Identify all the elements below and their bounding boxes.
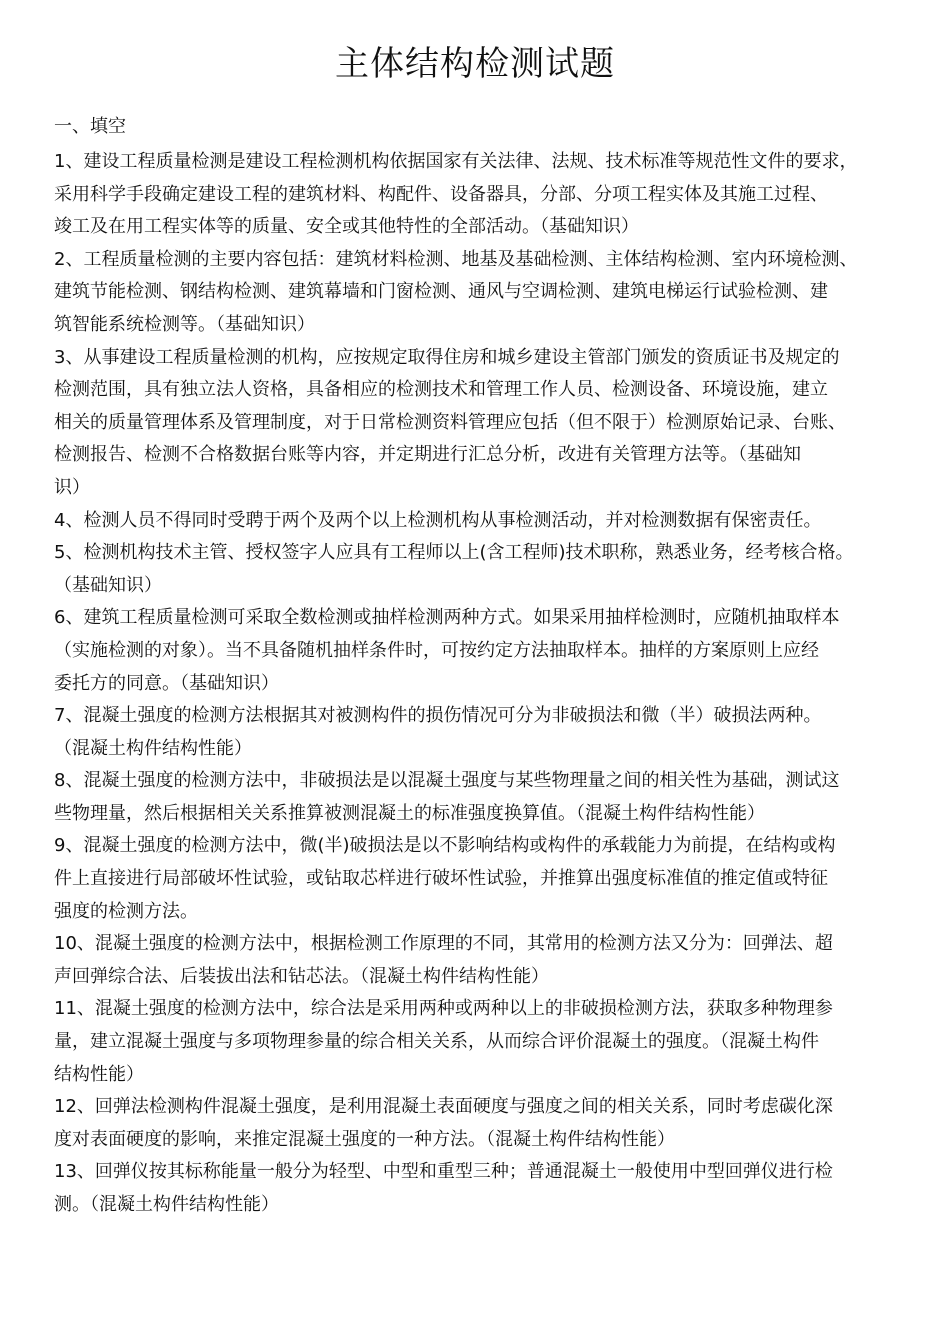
question-item-9: 9、混凝土强度的检测方法中，微(半)破损法是以不影响结构或构件的承载能力为前提，在结构或构 件上直接进行局部破坏性试验，或钻取芯样进行破坏性试验，并推算出强度标准值的推定值或特征 强度的检测方法。 bbox=[54, 835, 836, 922]
question-item-2: 2、工程质量检测的主要内容包括：建筑材料检测、地基及基础检测、主体结构检测、室内环境检测、 建筑节能检测、钢结构检测、建筑幕墙和门窗检测、通风与空调检测、建筑电梯运行试验检测、建 筑智能系统检测等。（基础知识） bbox=[54, 248, 858, 335]
question-item-6: 6、建筑工程质量检测可采取全数检测或抽样检测两种方式。如果采用抽样检测时，应随机抽取样本 （实施检测的对象）。当不具备随机抽样条件时，可按约定方法抽取样本。抽样的方案原则上应经 委托方的同意。（基础知识） bbox=[54, 607, 840, 694]
document-title: 主体结构检测试题 bbox=[335, 44, 615, 84]
question-item-12: 12、回弹法检测构件混凝土强度，是利用混凝土表面硬度与强度之间的相关关系，同时考虑碳化深 度对表面硬度的影响，来推定混凝土强度的一种方法。（混凝土构件结构性能） bbox=[54, 1096, 833, 1150]
question-item-7: 7、混凝土强度的检测方法根据其对被测构件的损伤情况可分为非破损法和微（半）破损法两种。 （混凝土构件结构性能） bbox=[54, 705, 822, 759]
question-item-3: 3、从事建设工程质量检测的机构，应按规定取得住房和城乡建设主管部门颁发的资质证书及规定的 检测范围，具有独立法人资格，具备相应的检测技术和管理工作人员、检测设备、环境设施，建立 相关的质量管理体系及管理制度，对于日常检测资料管理应包括（但不限于）检测原始记录、台账、 检测报告、检测不合格数据台账等内容，并定期进行汇总分析，改进有关管理方法等。（基础知 识） bbox=[54, 346, 846, 498]
question-item-11: 11、混凝土强度的检测方法中，综合法是采用两种或两种以上的非破损检测方法，获取多种物理参 量，建立混凝土强度与多项物理参量的综合相关关系，从而综合评价混凝土的强度。（混凝土构件 结构性能） bbox=[54, 998, 833, 1085]
question-item-8: 8、混凝土强度的检测方法中，非破损法是以混凝土强度与某些物理量之间的相关性为基础，测试这 些物理量，然后根据相关关系推算被测混凝土的标准强度换算值。（混凝土构件结构性能） bbox=[54, 770, 840, 824]
question-item-4: 4、检测人员不得同时受聘于两个及两个以上检测机构从事检测活动，并对检测数据有保密责任。 bbox=[54, 509, 822, 531]
section-heading: 一、填空 bbox=[54, 116, 126, 137]
question-list bbox=[54, 146, 914, 1222]
question-item-1: 1、建设工程质量检测是建设工程检测机构依据国家有关法律、法规、技术标准等规范性文件的要求， 采用科学手段确定建设工程的建筑材料、构配件、设备器具，分部、分项工程实体及其施工过程、 竣工及在用工程实体等的质量、安全或其他特性的全部活动。（基础知识） bbox=[54, 151, 858, 238]
question-item-13: 13、回弹仪按其标称能量一般分为轻型、中型和重型三种；普通混凝土一般使用中型回弹仪进行检 测。（混凝土构件结构性能） bbox=[54, 1161, 833, 1215]
question-item-5: 5、检测机构技术主管、授权签字人应具有工程师以上(含工程师)技术职称，熟悉业务，经考核合格。 （基础知识） bbox=[54, 542, 854, 596]
question-item-10: 10、混凝土强度的检测方法中，根据检测工作原理的不同，其常用的检测方法又分为：回弹法、超 声回弹综合法、后装拔出法和钻芯法。（混凝土构件结构性能） bbox=[54, 933, 833, 987]
